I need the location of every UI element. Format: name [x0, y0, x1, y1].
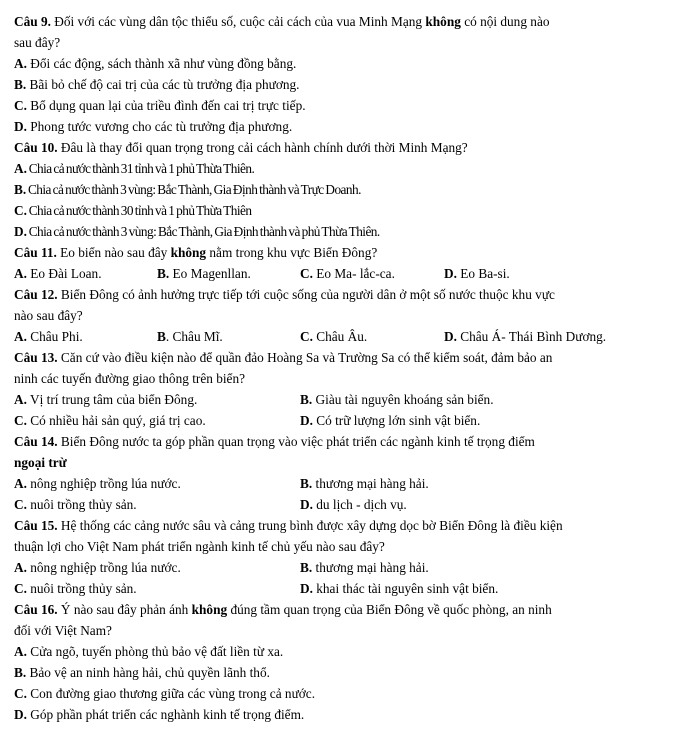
option-letter: A. — [14, 644, 27, 659]
option-text: Cửa ngõ, tuyến phòng thủ bảo vệ đất liền từ xa. — [26, 644, 284, 659]
question-13-option-b[interactable] — [300, 390, 494, 409]
option-text: nuôi trồng thủy sản. — [26, 581, 137, 596]
question-9-option-c[interactable] — [14, 96, 306, 115]
option-letter: A. — [14, 56, 27, 71]
question-9-emphasis: không — [425, 14, 461, 29]
question-9-option-a[interactable] — [14, 54, 296, 73]
question-9-line-2: sau đây? — [14, 35, 61, 50]
option-text: Eo Ma- lắc-ca. — [312, 266, 395, 281]
question-15-line-1 — [14, 516, 563, 535]
question-15-option-b[interactable] — [300, 558, 429, 577]
option-letter: D. — [444, 329, 457, 344]
option-text: Chia cả nước thành 3 vùng: Bắc Thành, Gia Định thành và Trực Doanh. — [26, 182, 361, 197]
option-text: Có nhiều hải sản quý, giá trị cao. — [26, 413, 206, 428]
question-14-line-1 — [14, 432, 535, 451]
option-text: nông nghiệp trồng lúa nước. — [26, 560, 181, 575]
question-14-text: Biển Đông nước ta góp phần quan trọng vào việc phát triển các ngành kinh tế trọng điểm — [57, 434, 535, 449]
question-16-option-a[interactable] — [14, 642, 283, 661]
option-letter: C. — [300, 266, 313, 281]
option-letter: A. — [14, 329, 27, 344]
question-12-label: Câu 12. — [14, 287, 58, 302]
question-10-text: Đâu là thay đổi quan trọng trong cải cách hành chính dưới thời Minh Mạng? — [57, 140, 468, 155]
option-letter: D. — [300, 497, 313, 512]
option-text: Phong tước vương cho các tù trưởng địa phương. — [26, 119, 293, 134]
option-letter: B. — [300, 476, 313, 491]
option-letter: D. — [444, 266, 457, 281]
option-text: Góp phần phát triển các nghành kinh tế trọng điểm. — [26, 707, 305, 722]
option-letter: B. — [300, 560, 313, 575]
option-text: Chia cả nước thành 3 vùng: Bắc Thành, Gia Định thành và phủ Thừa Thiên. — [26, 224, 380, 239]
question-14-label: Câu 14. — [14, 434, 58, 449]
question-9-text: Đối với các vùng dân tộc thiểu số, cuộc cải cách của vua Minh Mạng — [50, 14, 426, 29]
option-text: khai thác tài nguyên sinh vật biển. — [312, 581, 499, 596]
option-text: nuôi trồng thủy sản. — [26, 497, 137, 512]
option-letter: D. — [14, 224, 27, 239]
question-10-option-a[interactable] — [14, 159, 254, 178]
question-12-option-c[interactable] — [300, 327, 367, 346]
question-10-label: Câu 10. — [14, 140, 58, 155]
question-10-option-d[interactable] — [14, 222, 380, 241]
option-text: Giàu tài nguyên khoáng sản biển. — [312, 392, 494, 407]
option-text: du lịch - dịch vụ. — [312, 497, 407, 512]
question-16-option-d[interactable] — [14, 705, 304, 724]
option-letter: C. — [14, 581, 27, 596]
question-12-option-b[interactable] — [157, 327, 223, 346]
question-16-line-1 — [14, 600, 552, 619]
option-text: Châu Phi. — [26, 329, 83, 344]
question-15-text: Hệ thống các cảng nước sâu và cảng trung bình được xây dựng dọc bờ Biển Đông là điều kiện — [57, 518, 563, 533]
option-text: Bổ dụng quan lại của triều đình đến cai trị trực tiếp. — [26, 98, 306, 113]
question-11-text: Eo biển nào sau đây — [56, 245, 171, 260]
option-text: Bãi bỏ chế độ cai trị của các tù trưởng địa phương. — [26, 77, 300, 92]
option-letter: B — [157, 329, 166, 344]
question-14-option-c[interactable] — [14, 495, 137, 514]
option-letter: B. — [14, 665, 27, 680]
question-13-option-a[interactable] — [14, 390, 197, 409]
question-15-option-a[interactable] — [14, 558, 181, 577]
question-13-line-1 — [14, 348, 552, 367]
question-13-option-c[interactable] — [14, 411, 206, 430]
option-text: Eo Đài Loan. — [26, 266, 102, 281]
option-text: Bảo vệ an ninh hàng hải, chủ quyền lãnh thổ. — [26, 665, 270, 680]
question-16-text-cont: đúng tầm quan trọng của Biển Đông về quốc phòng, an ninh — [227, 602, 552, 617]
question-11-emphasis: không — [170, 245, 207, 260]
question-12-line-2: nào sau đây? — [14, 308, 83, 323]
question-15-label: Câu 15. — [14, 518, 58, 533]
question-12-line-1 — [14, 285, 555, 304]
question-16-option-c[interactable] — [14, 684, 315, 703]
question-16-option-b[interactable] — [14, 663, 270, 682]
option-letter: D. — [14, 707, 27, 722]
option-letter: A. — [14, 476, 27, 491]
option-text: Đổi các động, sách thành xã như vùng đồng bằng. — [26, 56, 297, 71]
option-letter: C. — [14, 497, 27, 512]
option-letter: C. — [14, 203, 27, 218]
option-text: Châu Âu. — [312, 329, 368, 344]
option-text: Eo Ba-si. — [456, 266, 510, 281]
question-13-line-2: ninh các tuyến đường giao thông trên biển? — [14, 371, 245, 386]
option-letter: A. — [14, 161, 27, 176]
option-letter: A. — [14, 266, 27, 281]
question-11-text-cont: nằm trong khu vực Biển Đông? — [206, 245, 378, 260]
option-letter: B. — [157, 266, 170, 281]
question-13-label: Câu 13. — [14, 350, 58, 365]
question-9-option-d[interactable] — [14, 117, 292, 136]
option-letter: A. — [14, 560, 27, 575]
question-11-option-d[interactable] — [444, 264, 510, 283]
option-letter: C. — [14, 686, 27, 701]
question-11-label: Câu 11. — [14, 245, 57, 260]
question-12-text: Biển Đông có ảnh hưởng trực tiếp tới cuộc sống của người dân ở một số nước thuộc khu vực — [57, 287, 555, 302]
question-9-text-cont: có nội dung nào — [460, 14, 550, 29]
question-15-line-2: thuận lợi cho Việt Nam phát triển ngành kinh tế chủ yếu nào sau đây? — [14, 539, 385, 554]
option-text: nông nghiệp trồng lúa nước. — [26, 476, 181, 491]
question-16-emphasis: không — [191, 602, 228, 617]
question-10-option-c[interactable] — [14, 201, 251, 220]
question-16-label: Câu 16. — [14, 602, 58, 617]
option-letter: D. — [14, 119, 27, 134]
option-letter: D. — [300, 413, 313, 428]
option-text: Châu Á- Thái Bình Dương. — [456, 329, 607, 344]
question-12-option-d[interactable] — [444, 327, 606, 346]
question-14-option-d[interactable] — [300, 495, 407, 514]
question-15-option-c[interactable] — [14, 579, 137, 598]
question-13-option-d[interactable] — [300, 411, 480, 430]
question-9-option-b[interactable] — [14, 75, 299, 94]
question-9-label: Câu 9. — [14, 14, 51, 29]
option-letter: C. — [14, 413, 27, 428]
question-9-line-1 — [14, 12, 550, 31]
question-13-text: Căn cứ vào điều kiện nào để quần đảo Hoàng Sa và Trường Sa có thể kiểm soát, đảm bảo an — [57, 350, 553, 365]
question-15-option-d[interactable] — [300, 579, 498, 598]
question-14-option-a[interactable] — [14, 474, 181, 493]
option-text: thương mại hàng hải. — [312, 560, 429, 575]
question-11-line-1 — [14, 243, 377, 262]
option-letter: C. — [300, 329, 313, 344]
option-text: Vị trí trung tâm của biển Đông. — [26, 392, 198, 407]
option-letter: D. — [300, 581, 313, 596]
option-text: Có trữ lượng lớn sinh vật biển. — [312, 413, 481, 428]
question-14-option-b[interactable] — [300, 474, 429, 493]
option-text: Chia cả nước thành 30 tỉnh và 1 phủ Thừa Thiên — [26, 203, 252, 218]
option-letter: C. — [14, 98, 27, 113]
question-11-option-a[interactable] — [14, 264, 102, 283]
option-text: Eo Magenllan. — [169, 266, 251, 281]
option-letter: A. — [14, 392, 27, 407]
question-12-option-a[interactable] — [14, 327, 83, 346]
option-text: . Châu Mĩ. — [165, 329, 223, 344]
option-letter: B. — [14, 77, 27, 92]
question-11-option-b[interactable] — [157, 264, 251, 283]
option-text: Chia cả nước thành 31 tỉnh và 1 phủ Thừa Thiên. — [26, 161, 255, 176]
option-text: Con đường giao thương giữa các vùng trong cả nước. — [26, 686, 316, 701]
question-16-text: Ý nào sau đây phản ánh — [57, 602, 192, 617]
option-text: thương mại hàng hải. — [312, 476, 429, 491]
question-10-line-1 — [14, 138, 468, 157]
question-14-emphasis: ngoại trừ — [14, 455, 67, 470]
option-letter: B. — [300, 392, 313, 407]
option-letter: B. — [14, 182, 27, 197]
question-11-option-c[interactable] — [300, 264, 395, 283]
question-16-line-2: đối với Việt Nam? — [14, 623, 112, 638]
question-10-option-b[interactable] — [14, 180, 361, 199]
